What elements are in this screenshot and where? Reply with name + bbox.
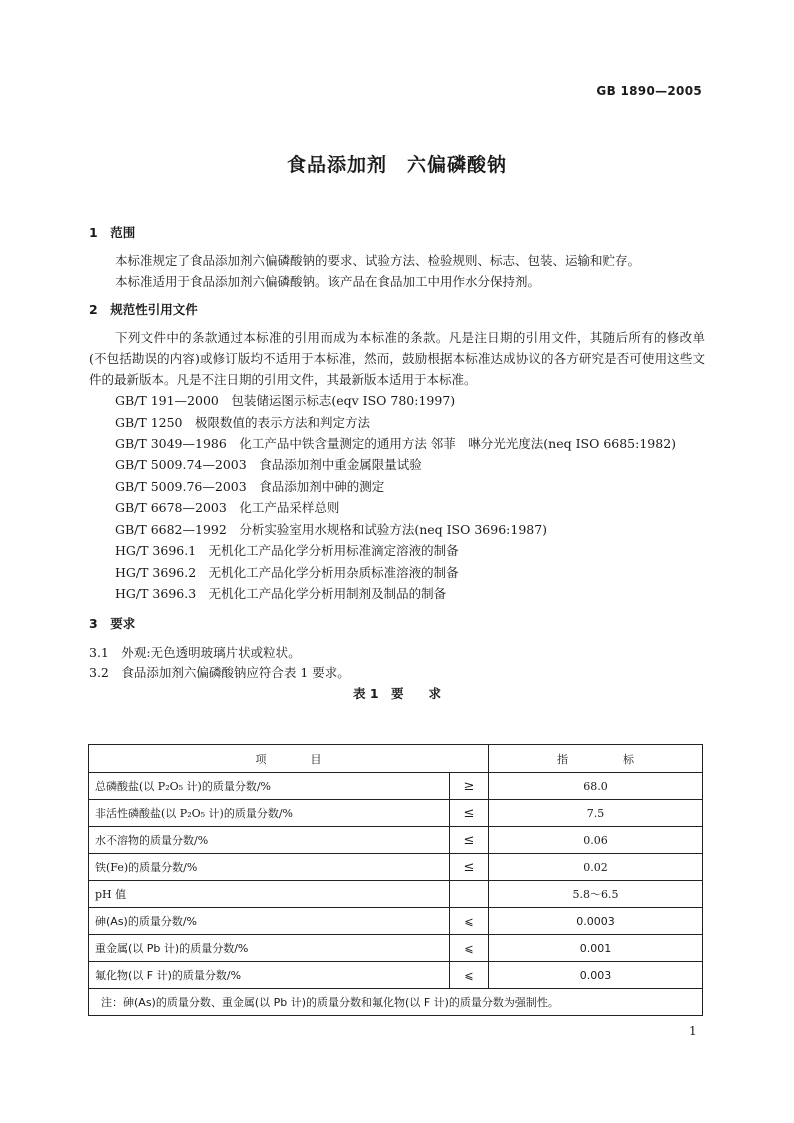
- reference-item: GB/T 5009.76—2003 食品添加剂中砷的测定: [115, 478, 385, 494]
- table-caption: 表 1 要 求: [352, 685, 442, 701]
- row-value: 0.0003: [489, 908, 703, 935]
- table-row: [89, 854, 703, 881]
- reference-item: GB/T 3049—1986 化工产品中铁含量测定的通用方法 邻菲 啉分光光度法(neq ISO 6685:1982): [115, 436, 677, 451]
- table-note-row: [89, 989, 703, 1016]
- scope-paragraph-1: 本标准规定了食品添加剂六偏磷酸钠的要求、试验方法、检验规则、标志、包装、运输和贮存。: [115, 253, 641, 268]
- row-value: 0.02: [489, 854, 703, 881]
- row-item: 总磷酸盐(以 P₂O₅ 计)的质量分数/%: [89, 773, 450, 800]
- section-heading-references: 2 规范性引用文件: [89, 302, 198, 317]
- table-row: [89, 773, 703, 800]
- row-item: 铁(Fe)的质量分数/%: [89, 854, 450, 881]
- clause-3-1: 3.1 外观:无色透明玻璃片状或粒状。: [89, 644, 301, 660]
- row-operator: ≥: [450, 773, 489, 800]
- table-row-mandatory: [89, 935, 703, 962]
- table-row: [89, 881, 703, 908]
- document-title: 食品添加剂 六偏磷酸钠: [286, 154, 507, 176]
- row-operator: ⩽: [450, 908, 489, 935]
- row-value: 68.0: [489, 773, 703, 800]
- table-row: [89, 827, 703, 854]
- reference-item: GB/T 6678—2003 化工产品采样总则: [115, 500, 340, 515]
- row-operator: ≤: [450, 854, 489, 881]
- page-number: 1: [689, 1024, 697, 1038]
- header-item: 项 目: [89, 745, 489, 773]
- table-note: 注：砷(As)的质量分数、重金属(以 Pb 计)的质量分数和氟化物(以 F 计)的质量分数为强制性。: [89, 989, 703, 1016]
- standard-number: GB 1890—2005: [596, 84, 702, 98]
- row-value: 0.003: [489, 962, 703, 989]
- reference-item: GB/T 1250 极限数值的表示方法和判定方法: [115, 414, 371, 430]
- row-operator: ≤: [450, 800, 489, 827]
- row-item: 砷(As)的质量分数/%: [89, 908, 450, 935]
- row-item: 水不溶物的质量分数/%: [89, 827, 450, 854]
- references-intro: 下列文件中的条款通过本标准的引用而成为本标准的条款。凡是注日期的引用文件，其随后所有的修改单(不包括勘误的内容)或修订版均不适用于本标准，然而，鼓励根据本标准达成协议的各方研究是否可使用这些文件的最新版本。凡是不注日期的引用文件，其最新版本适用于本标准。: [89, 330, 705, 387]
- row-item: 非活性磷酸盐(以 P₂O₅ 计)的质量分数/%: [89, 800, 450, 827]
- scope-paragraph-2: 本标准适用于食品添加剂六偏磷酸钠。该产品在食品加工中用作水分保持剂。: [115, 274, 541, 289]
- requirements-table: [88, 744, 703, 1016]
- reference-item: GB/T 191—2000 包装储运图示标志(eqv ISO 780:1997): [115, 393, 456, 408]
- row-value: 7.5: [489, 800, 703, 827]
- row-operator: ⩽: [450, 935, 489, 962]
- row-operator: ⩽: [450, 962, 489, 989]
- reference-item: HG/T 3696.3 无机化工产品化学分析用制剂及制品的制备: [115, 586, 447, 601]
- table-row: [89, 800, 703, 827]
- row-value: 5.8～6.5: [489, 881, 703, 908]
- document-body: [89, 223, 705, 704]
- row-value: 0.06: [489, 827, 703, 854]
- table-row-mandatory: [89, 908, 703, 935]
- section-heading-scope: 1 范围: [89, 225, 136, 240]
- table-header-row: [89, 745, 703, 773]
- reference-item: GB/T 6682—1992 分析实验室用水规格和试验方法(neq ISO 3696:1987): [115, 521, 548, 537]
- row-item: pH 值: [89, 881, 450, 908]
- row-operator: ≤: [450, 827, 489, 854]
- table-row-mandatory: [89, 962, 703, 989]
- header-value: 指 标: [489, 745, 703, 773]
- reference-item: HG/T 3696.2 无机化工产品化学分析用杂质标准溶液的制备: [115, 564, 459, 580]
- clause-3-2: 3.2 食品添加剂六偏磷酸钠应符合表 1 要求。: [89, 664, 350, 680]
- row-item: 重金属(以 Pb 计)的质量分数/%: [89, 935, 450, 962]
- reference-item: HG/T 3696.1 无机化工产品化学分析用标准滴定溶液的制备: [115, 543, 459, 558]
- section-heading-requirements: 3 要求: [89, 615, 136, 631]
- row-value: 0.001: [489, 935, 703, 962]
- reference-item: GB/T 5009.74—2003 食品添加剂中重金属限量试验: [115, 457, 422, 472]
- row-operator: [450, 881, 489, 908]
- row-item: 氟化物(以 F 计)的质量分数/%: [89, 962, 450, 989]
